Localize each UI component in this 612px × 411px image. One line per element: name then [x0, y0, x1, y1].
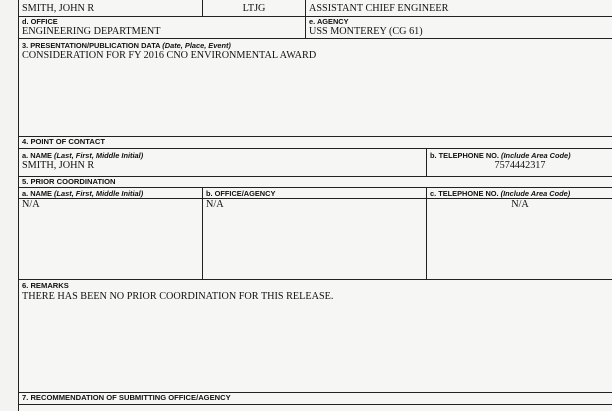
- submitter-row: [19, 0, 612, 17]
- recommendation-header: [19, 393, 612, 405]
- coord-office-label: b. OFFICE/AGENCY: [206, 189, 276, 198]
- point-of-contact-row: [19, 149, 612, 177]
- coord-office-value: N/A: [206, 199, 224, 210]
- poc-name-value: SMITH, JOHN R: [22, 160, 95, 171]
- poc-name-label: a. NAME (Last, First, Middle Initial): [22, 151, 144, 160]
- coord-name-label: a. NAME (Last, First, Middle Initial): [22, 189, 144, 198]
- office-value: ENGINEERING DEPARTMENT: [22, 26, 161, 37]
- presentation-data-label: 3. PRESENTATION/PUBLICATION DATA (Date, Place, Event): [22, 41, 231, 50]
- poc-phone-value: 7574442317: [494, 160, 546, 171]
- prior-coordination-header: [19, 177, 612, 188]
- point-of-contact-header: [19, 137, 612, 149]
- recommendation-label: 7. RECOMMENDATION OF SUBMITTING OFFICE/AGENCY: [22, 393, 231, 402]
- agency-label: e. AGENCY: [309, 17, 349, 26]
- release-form-sheet: [18, 0, 612, 411]
- presentation-data-section: [19, 39, 612, 137]
- coord-name-value: N/A: [22, 199, 40, 210]
- coord-phone-value: N/A: [511, 199, 529, 210]
- agency-value: USS MONTEREY (CG 61): [309, 26, 423, 37]
- presentation-data-value: CONSIDERATION FOR FY 2016 CNO ENVIRONMENTAL AWARD: [22, 50, 317, 61]
- point-of-contact-label: 4. POINT OF CONTACT: [22, 137, 105, 146]
- submitter-title: ASSISTANT CHIEF ENGINEER: [309, 3, 449, 14]
- remarks-section: [19, 280, 612, 393]
- remarks-value: THERE HAS BEEN NO PRIOR COORDINATION FOR THIS RELEASE.: [22, 291, 334, 302]
- office-label: d. OFFICE: [22, 17, 58, 26]
- coord-phone-label: c. TELEPHONE NO. (Include Area Code): [430, 189, 571, 198]
- submitter-name: SMITH, JOHN R: [22, 3, 95, 14]
- poc-phone-label: b. TELEPHONE NO. (Include Area Code): [430, 151, 571, 160]
- remarks-label: 6. REMARKS: [22, 281, 69, 290]
- office-agency-row: [19, 17, 612, 39]
- prior-coordination-row: [19, 188, 612, 280]
- submitter-rank: LTJG: [242, 3, 266, 14]
- prior-coordination-label: 5. PRIOR COORDINATION: [22, 177, 116, 186]
